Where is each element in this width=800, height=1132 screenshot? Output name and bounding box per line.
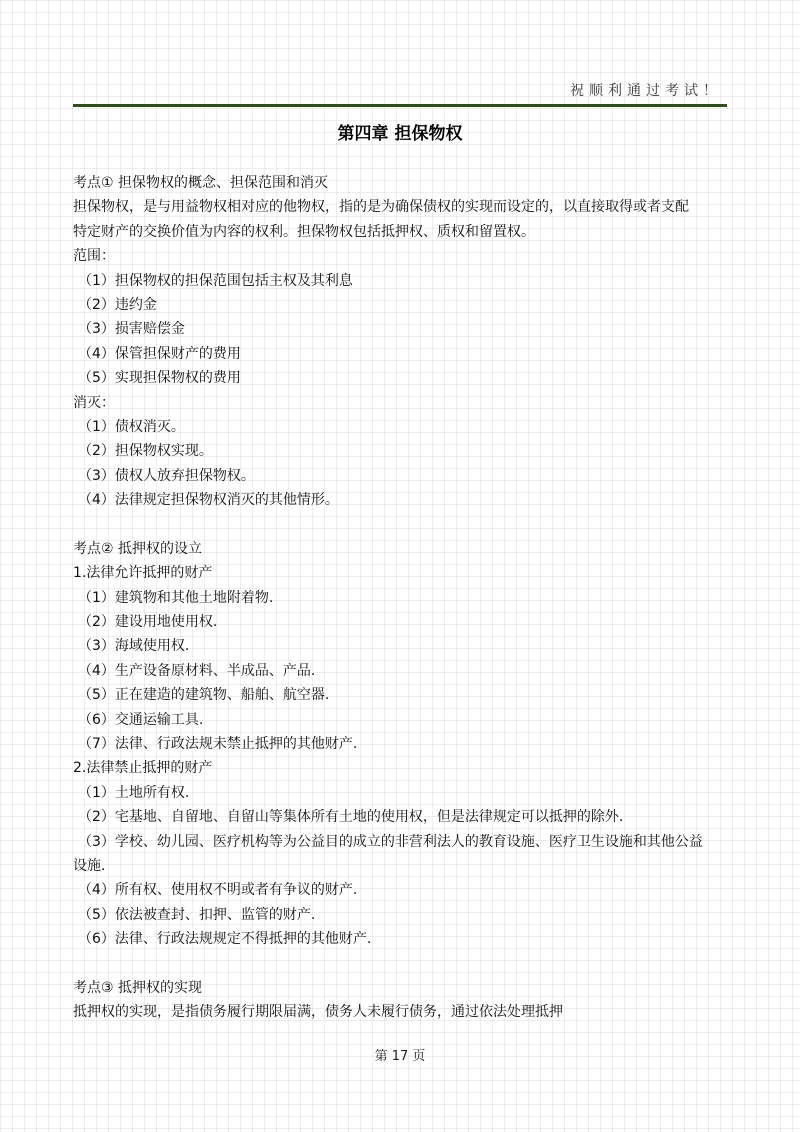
paragraph-line: 抵押权的实现，是指债务履行期限届满，债务人未履行债务，通过依法处理抵押 bbox=[73, 1004, 563, 1020]
subsection-label: 2.法律禁止抵押的财产 bbox=[73, 760, 213, 777]
list-item: （3）损害赔偿金 bbox=[78, 321, 185, 338]
list-item: （6）法律、行政法规规定不得抵押的其他财产. bbox=[78, 931, 372, 948]
list-item: （2）担保物权实现。 bbox=[78, 443, 213, 460]
list-item: （1）债权消灭。 bbox=[78, 419, 185, 436]
paragraph-line: 担保物权，是与用益物权相对应的他物权，指的是为确保债权的实现而设定的，以直接取得或者支配 bbox=[73, 199, 689, 216]
section-spacer bbox=[73, 513, 733, 537]
list-item: （6）交通运输工具. bbox=[78, 711, 204, 728]
list-item: （1）建筑物和其他土地附着物. bbox=[78, 589, 274, 606]
header-divider bbox=[73, 104, 727, 107]
list-item: （3）债权人放弃担保物权。 bbox=[78, 467, 255, 484]
page-number: 第 17 页 bbox=[374, 1049, 426, 1064]
scope-label: 范围： bbox=[73, 248, 115, 265]
header-slogan: 祝顺利通过考试！ bbox=[570, 83, 722, 99]
subsection-label: 1.法律允许抵押的财产 bbox=[73, 565, 213, 582]
document-body bbox=[73, 171, 733, 1024]
section-title: 考点② 抵押权的设立 bbox=[73, 540, 203, 557]
section-spacer bbox=[73, 952, 733, 976]
chapter-title: 第四章 担保物权 bbox=[337, 124, 463, 144]
section-title: 考点③ 抵押权的实现 bbox=[73, 979, 203, 996]
list-item: （1）担保物权的担保范围包括主权及其利息 bbox=[78, 272, 353, 289]
list-item: （7）法律、行政法规未禁止抵押的其他财产. bbox=[78, 735, 358, 752]
list-item: （1）土地所有权. bbox=[78, 784, 190, 801]
extinction-label: 消灭： bbox=[73, 394, 115, 411]
list-item: （5）实现担保物权的费用 bbox=[78, 370, 241, 387]
list-item: （2）建设用地使用权. bbox=[78, 613, 218, 630]
section-title: 考点① 担保物权的概念、担保范围和消灭 bbox=[73, 175, 328, 191]
list-item: （2）违约金 bbox=[78, 297, 157, 314]
paragraph-line: 特定财产的交换价值为内容的权利。担保物权包括抵押权、质权和留置权。 bbox=[73, 223, 535, 240]
list-item: （5）正在建造的建筑物、船舶、航空器. bbox=[78, 687, 330, 704]
list-item: （4）法律规定担保物权消灭的其他情形。 bbox=[78, 492, 339, 509]
list-item: （2）宅基地、自留地、自留山等集体所有土地的使用权，但是法律规定可以抵押的除外. bbox=[78, 809, 624, 826]
list-item: （4）生产设备原材料、半成品、产品. bbox=[78, 662, 316, 679]
list-item: （4）保管担保财产的费用 bbox=[78, 345, 241, 362]
list-item: （4）所有权、使用权不明或者有争议的财产. bbox=[78, 882, 358, 899]
list-item: （3）海域使用权. bbox=[78, 638, 190, 655]
list-item: （5）依法被查封、扣押、监管的财产. bbox=[78, 906, 316, 923]
list-item: （3）学校、幼儿园、医疗机构等为公益目的成立的非营利法人的教育设施、医疗卫生设施和其他公益 bbox=[78, 833, 703, 850]
list-item-continuation: 设施. bbox=[73, 857, 106, 874]
